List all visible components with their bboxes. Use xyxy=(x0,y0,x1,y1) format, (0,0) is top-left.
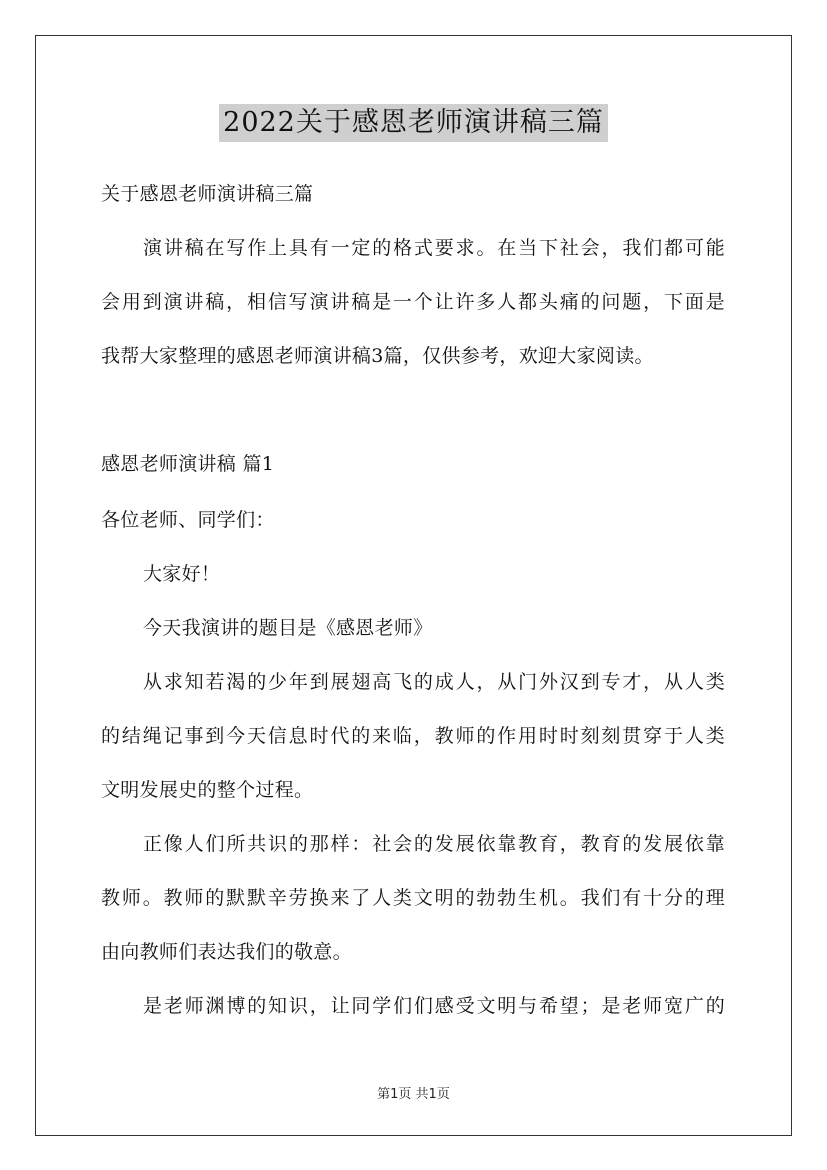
section-heading: 感恩老师演讲稿 篇1 xyxy=(101,453,275,475)
salutation: 各位老师、同学们： xyxy=(101,509,275,531)
para1-line-3: 文明发展史的整个过程。 xyxy=(101,779,314,801)
greeting: 大家好！ xyxy=(143,563,221,585)
subtitle: 关于感恩老师演讲稿三篇 xyxy=(101,183,314,205)
para2-line-2: 教师。教师的默默辛劳换来了人类文明的勃勃生机。我们有十分的理 xyxy=(101,887,725,909)
para2-line-1: 正像人们所共识的那样：社会的发展依靠教育，教育的发展依靠 xyxy=(143,833,725,855)
intro-line-3: 我帮大家整理的感恩老师演讲稿3篇，仅供参考，欢迎大家阅读。 xyxy=(101,345,654,367)
document-title: 2022关于感恩老师演讲稿三篇 xyxy=(219,104,608,142)
para2-line-3: 由向教师们表达我们的敬意。 xyxy=(101,941,352,963)
intro-line-1: 演讲稿在写作上具有一定的格式要求。在当下社会，我们都可能 xyxy=(143,237,725,259)
topic-line: 今天我演讲的题目是《感恩老师》 xyxy=(143,617,433,639)
page-footer: 第1页 共1页 xyxy=(377,1087,450,1102)
para1-line-1: 从求知若渴的少年到展翅高飞的成人，从门外汉到专才，从人类 xyxy=(143,671,725,693)
para3-line-1: 是老师渊博的知识，让同学们们感受文明与希望；是老师宽广的 xyxy=(143,995,725,1017)
intro-line-2: 会用到演讲稿，相信写演讲稿是一个让许多人都头痛的问题，下面是 xyxy=(101,291,725,313)
para1-line-2: 的结绳记事到今天信息时代的来临，教师的作用时时刻刻贯穿于人类 xyxy=(101,725,725,747)
